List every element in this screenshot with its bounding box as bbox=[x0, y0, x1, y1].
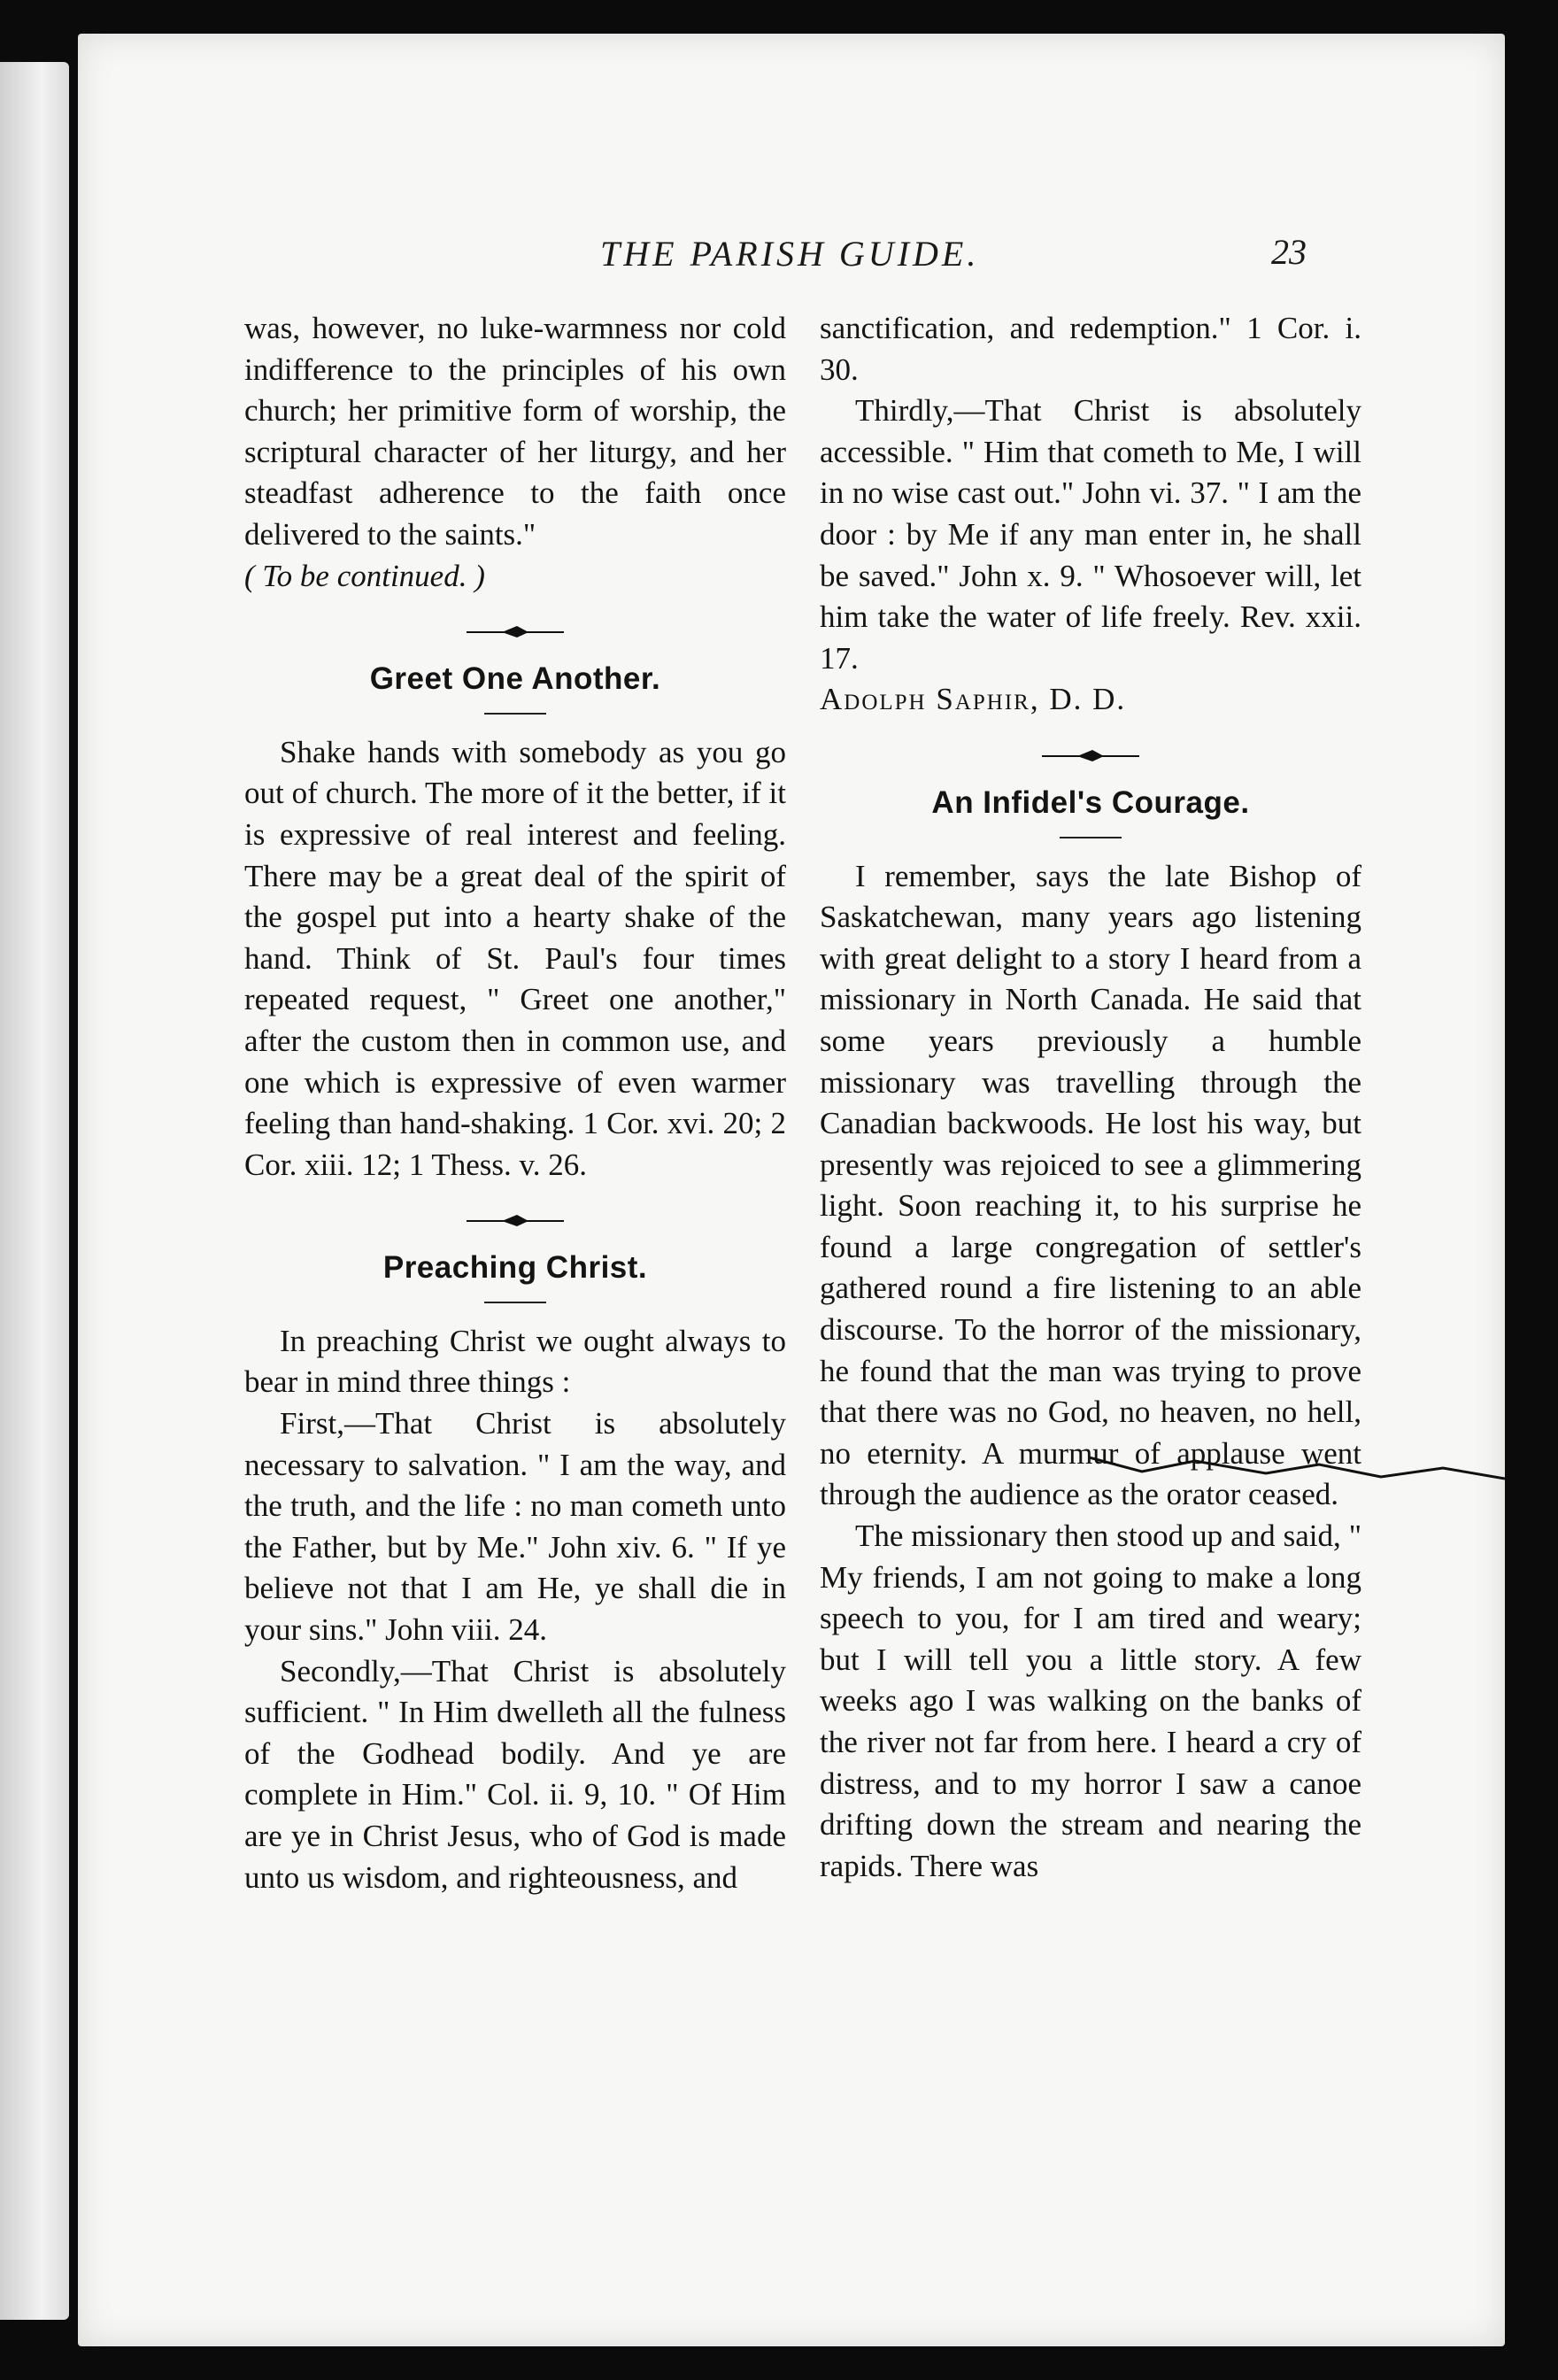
page-tear-mark bbox=[1089, 1452, 1505, 1488]
to-be-continued: ( To be continued. ) bbox=[244, 558, 485, 593]
preaching-third-point: Thirdly,—That Christ is absolutely accessible. " Him that cometh to Me, I will in no wise cast out." John vi. 37. " I am the door : by Me if any man enter in, he shall be saved." John x. 9. " Whosoever will, let him take the water of life freely. Rev. xxii. 17. bbox=[820, 393, 1361, 676]
infidel-paragraph-2: The missionary then stood up and said, " My friends, I am not going to make a long speech to you, for I am tired and weary; but I will tell you a little story. A few weeks ago I was walking on the banks of the river not far from here. I heard a cry of distress, and to my horror I saw a canoe drifting down the stream and nearing the rapids. There was bbox=[820, 1518, 1361, 1883]
section-divider-ornament bbox=[462, 622, 568, 643]
running-head bbox=[78, 206, 1505, 274]
heading-infidels-courage: An Infidel's Courage. bbox=[931, 784, 1250, 820]
heading-rule bbox=[484, 713, 546, 715]
author-signature: Adolph Saphir, D. D. bbox=[820, 682, 1127, 717]
greet-paragraph: Shake hands with somebody as you go out of church. The more of it the better, if it is expressive of real interest and feeling. There may be a great deal of the spirit of the gospel put into a hearty shake of the hand. Think of St. Paul's four times repeated request, " Greet one another," after the custom then in common use, and one which is expressive of even warmer feeling than hand-shaking. 1 Cor. xvi. 20; 2 Cor. xiii. 12; 1 Thess. v. 26. bbox=[244, 734, 786, 1182]
heading-rule bbox=[1060, 837, 1122, 838]
left-column bbox=[244, 308, 786, 1898]
preaching-first-point: First,—That Christ is absolutely necessary to salvation. " I am the way, and the truth, and the life : no man cometh unto the Father, but by Me." John xiv. 6. " If ye believe not that I am He, ye shall die in your sins." John viii. 24. bbox=[244, 1406, 786, 1648]
heading-preaching-christ: Preaching Christ. bbox=[382, 1250, 648, 1286]
infidel-paragraph-1: I remember, says the late Bishop of Saskatchewan, many years ago listening with great delight to a story I heard from a missionary in North Canada. He said that some years previously a humble missionary was travelling through the Canadian backwoods. He lost his way, but presently was rejoiced to see a glimmering light. Soon reaching it, to his surprise he found a large congregation of settler's gathered round a fire listening to an able discourse. To the horror of the missionary, he found that the man was trying to prove that there was no God, no heaven, no hell, no eternity. A murmur of applause went through the audience as the orator ceased. bbox=[820, 858, 1361, 1512]
preaching-second-point: Secondly,—That Christ is absolutely sufficient. " In Him dwelleth all the fulness of the Godhead bodily. And ye are complete in Him." Col. ii. 9, 10. " Of Him are ye in Christ Jesus, who of God is made unto us wisdom, and righteousness, and bbox=[244, 1653, 786, 1895]
continuation-paragraph: was, however, no luke-warmness nor cold indifference to the principles of his own church; her primitive form of worship, the scriptural character of her liturgy, and her steadfast adherence to the faith once delivered to the saints." bbox=[244, 311, 786, 552]
page bbox=[78, 34, 1505, 2346]
right-column bbox=[820, 308, 1361, 1887]
continuation-paragraph: sanctification, and redemption." 1 Cor. i. 30. bbox=[820, 311, 1361, 387]
running-title: THE PARISH GUIDE. bbox=[600, 234, 980, 274]
heading-greet-one-another: Greet One Another. bbox=[369, 661, 661, 697]
section-divider-ornament bbox=[462, 1210, 568, 1232]
page-number: 23 bbox=[1271, 232, 1307, 272]
heading-rule bbox=[484, 1302, 546, 1303]
previous-page-edge bbox=[0, 62, 69, 2320]
preaching-intro: In preaching Christ we ought always to bear in mind three things : bbox=[244, 1323, 786, 1400]
section-divider-ornament bbox=[1037, 746, 1144, 767]
